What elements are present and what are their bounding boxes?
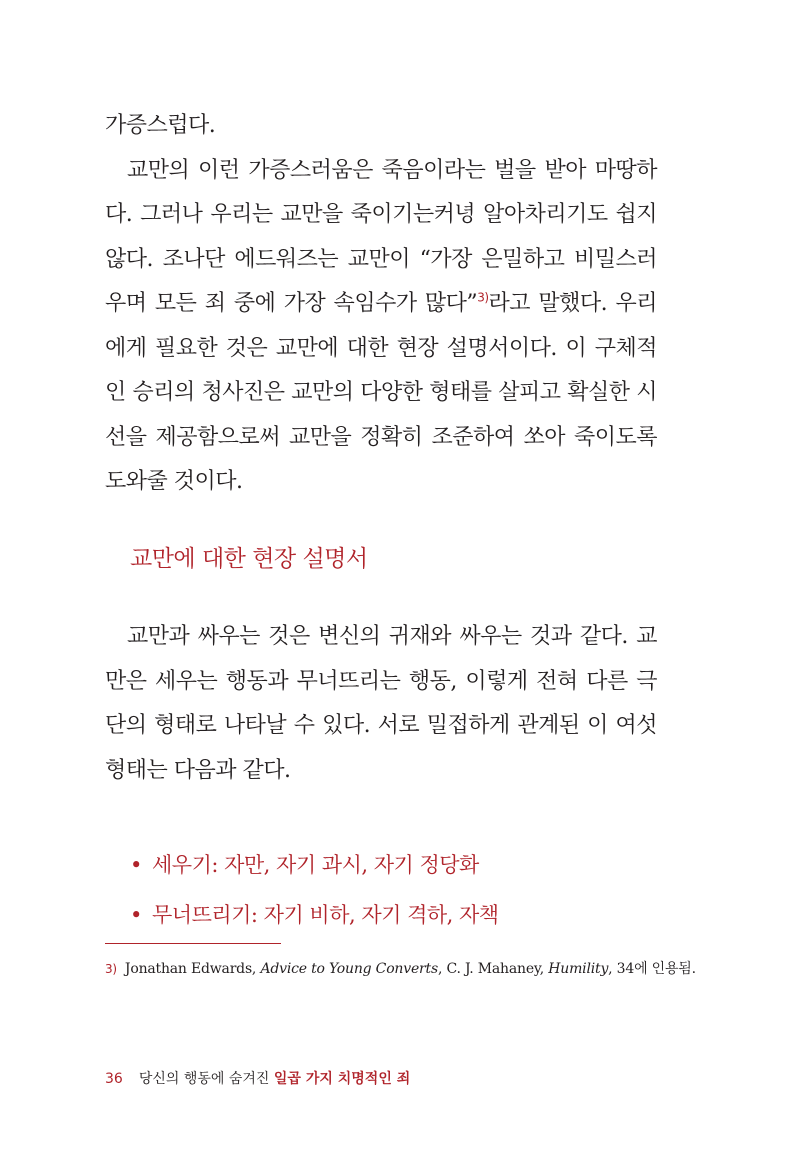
footnote-title-2: Humility — [548, 961, 609, 977]
footnote-divider — [105, 943, 281, 944]
page-number: 36 — [105, 1071, 123, 1087]
book-title-prefix: 당신의 행동에 숨겨진 — [138, 1071, 274, 1087]
footnote-end: , 34에 인용됨. — [608, 961, 696, 977]
paragraph-1-text-b: 라고 말했다. 우리에게 필요한 것은 교만에 대한 현장 설명서이다. 이 구체적인 승리의 청사진은 교만의 다양한 형태를 살피고 확실한 시선을 제공함으로써 교만을 정확히 조준하여 쏘아 죽이도록 도와줄 것이다. — [105, 291, 657, 494]
bullet-text: 세우기: 자만, 자기 과시, 자기 정당화 — [152, 853, 479, 877]
footnote-number: 3) — [105, 962, 117, 976]
list-item — [130, 890, 499, 940]
paragraph-1 — [105, 104, 657, 505]
section-heading: 교만에 대한 현장 설명서 — [130, 546, 368, 572]
bullet-icon: • — [130, 903, 142, 927]
paragraph-2-text: 교만과 싸우는 것은 변신의 귀재와 싸우는 것과 같다. 교만은 세우는 행동과 무너뜨리는 행동, 이렇게 전혀 다른 극단의 형태로 나타날 수 있다. 서로 밀접하게 관계된 이 여섯 형태는 다음과 같다. — [105, 624, 657, 783]
footnote — [105, 958, 696, 978]
list-item — [130, 840, 499, 890]
paragraph-1-text-a: 교만의 이런 가증스러움은 죽음이라는 벌을 받아 마땅하다. 그러나 우리는 교만을 죽이기는커녕 알아차리기도 쉽지 않다. 조나단 에드워즈는 교만이 “가장 은밀하고 비밀스러우며 모든 죄 중에 가장 속임수가 많다” — [105, 157, 657, 316]
footnote-mid: , C. J. Mahaney, — [437, 961, 549, 977]
footnote-title-1: Advice to Young Converts — [260, 961, 438, 977]
book-title-accent: 일곱 가지 치명적인 죄 — [273, 1071, 411, 1087]
bullet-icon: • — [130, 853, 142, 877]
paragraph-1-first-line: 가증스럽다. — [105, 113, 216, 138]
bullet-list — [130, 840, 499, 940]
footnote-author: Jonathan Edwards, — [124, 961, 261, 977]
paragraph-1-body — [105, 149, 657, 505]
bullet-text: 무너뜨리기: 자기 비하, 자기 격하, 자책 — [152, 903, 499, 927]
footnote-reference[interactable]: 3) — [477, 290, 489, 305]
page-footer — [105, 1068, 410, 1088]
paragraph-2 — [105, 615, 657, 793]
